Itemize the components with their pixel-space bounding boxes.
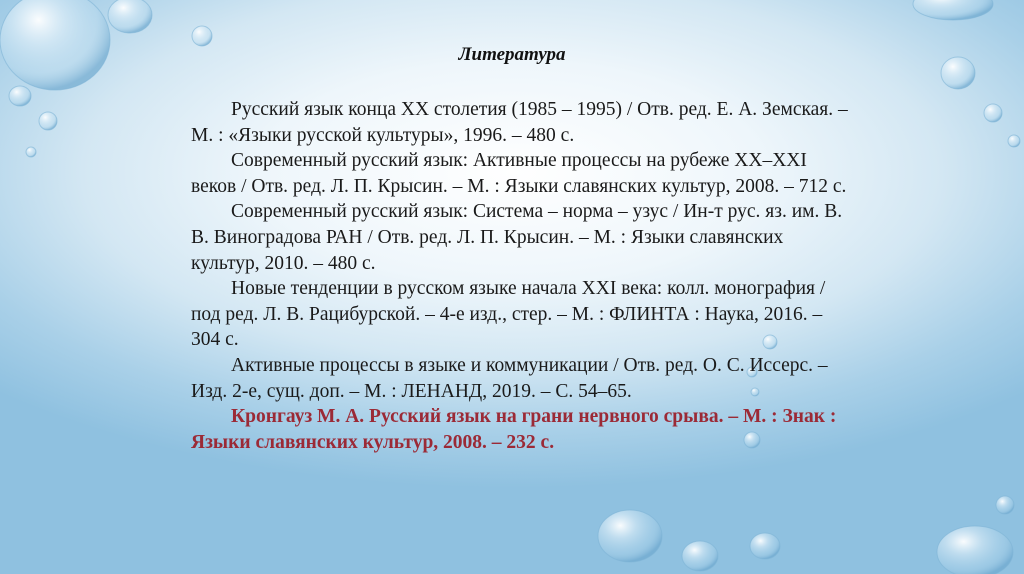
slide-title: Литература xyxy=(458,44,566,65)
reference-item: Русский язык конца ХХ столетия (1985 – 1995) / Отв. ред. Е. А. Земская. – М. : «Языки русской культуры», 1996. – 480 с. xyxy=(191,99,848,146)
reference-item: Новые тенденции в русском языке начала XXI века: колл. монография / под ред. Л. В. Рацибурской. – 4-е изд., стер. – М. : ФЛИНТА : Наука, 2016. – 304 с. xyxy=(191,278,826,351)
reference-item: Современный русский язык: Система – норма – узус / Ин-т рус. яз. им. В. В. Виноградова РАН / Отв. ред. Л. П. Крысин. – М. : Языки славянских культур, 2010. – 480 с. xyxy=(191,201,843,274)
references-list xyxy=(191,97,851,455)
reference-item: Современный русский язык: Активные процессы на рубеже ХХ–XXI веков / Отв. ред. Л. П. Крысин. – М. : Языки славянских культур, 2008. – 712 с. xyxy=(191,150,847,197)
reference-item-highlighted: Кронгауз М. А. Русский язык на грани нервного срыва. – М. : Знак : Языки славянских культур, 2008. – 232 с. xyxy=(191,406,837,453)
reference-item: Активные процессы в языке и коммуникации / Отв. ред. О. С. Иссерс. – Изд. 2-е, сущ. доп. – М. : ЛЕНАНД, 2019. – С. 54–65. xyxy=(191,354,828,402)
